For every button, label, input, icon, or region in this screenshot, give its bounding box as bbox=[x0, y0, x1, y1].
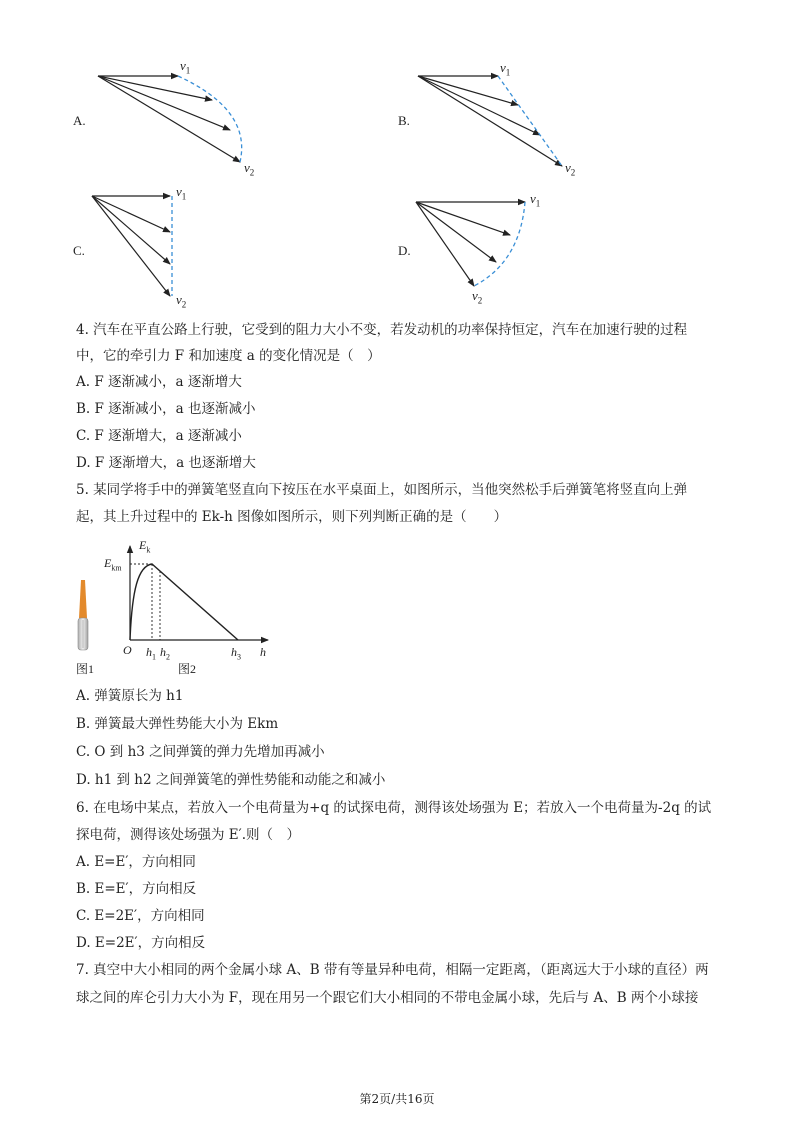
fig2-caption: 图2 bbox=[178, 662, 197, 676]
a-v2-label: $v_2$ bbox=[244, 160, 255, 178]
h3-label: $h_3$ bbox=[231, 645, 241, 662]
option-d-label: D. bbox=[398, 243, 411, 258]
x-axis-label: h bbox=[260, 645, 266, 659]
figure-option-a bbox=[98, 76, 242, 162]
q5-stem-line1: 5. 某同学将手中的弹簧笔竖直向下按压在水平桌面上，如图所示，当他突然松手后弹簧笔将竖直向上弹 bbox=[76, 482, 688, 498]
q6-stem-line1: 6. 在电场中某点，若放入一个电荷量为+q 的试探电荷，测得该处场强为 E；若放入一个电荷量为-2q 的试 bbox=[76, 800, 712, 816]
q5-option-b[interactable]: B. 弹簧最大弹性势能大小为 Ekm bbox=[76, 716, 279, 732]
q5-option-c[interactable]: C. O 到 h3 之间弹簧的弹力先增加再减小 bbox=[76, 744, 325, 760]
figure-option-c bbox=[92, 196, 172, 296]
q4-option-b[interactable]: B. F 逐渐减小，a 也逐渐减小 bbox=[76, 401, 256, 417]
figure-option-d bbox=[416, 202, 525, 286]
b-v1-label: $v_1$ bbox=[500, 60, 511, 78]
q6-stem-line2: 探电荷，测得该处场强为 E′.则（ ） bbox=[76, 827, 301, 843]
q4-option-a[interactable]: A. F 逐渐减小，a 逐渐增大 bbox=[76, 374, 242, 390]
origin-label: O bbox=[123, 643, 132, 657]
q6-option-b[interactable]: B. E=E′，方向相反 bbox=[76, 881, 197, 897]
q5-stem-line2: 起，其上升过程中的 Ek-h 图像如图所示，则下列判断正确的是（ ） bbox=[76, 509, 508, 525]
ek-h-graph bbox=[108, 540, 288, 660]
ekm-label: $E_{km}$ bbox=[104, 556, 122, 573]
page-number: 第2页/共16页 bbox=[359, 1092, 435, 1106]
c-v1-label: $v_1$ bbox=[176, 184, 187, 202]
q6-option-a[interactable]: A. E=E′，方向相同 bbox=[76, 854, 196, 870]
a-v1-label: $v_1$ bbox=[180, 58, 191, 76]
d-v2-label: $v_2$ bbox=[472, 288, 483, 306]
q4-option-d[interactable]: D. F 逐渐增大，a 也逐渐增大 bbox=[76, 455, 256, 471]
c-v2-label: $v_2$ bbox=[176, 292, 187, 310]
d-v1-label: $v_1$ bbox=[530, 191, 541, 209]
spring-pen-image bbox=[72, 578, 94, 654]
h2-label: $h_2$ bbox=[160, 645, 170, 662]
b-v2-label: $v_2$ bbox=[565, 160, 576, 178]
ek-curve bbox=[130, 564, 238, 640]
q5-option-a[interactable]: A. 弹簧原长为 h1 bbox=[76, 688, 184, 704]
option-c-label: C. bbox=[73, 243, 85, 258]
y-axis-label: $E_k$ bbox=[139, 538, 151, 555]
figure-option-b bbox=[418, 76, 562, 166]
option-b-label: B. bbox=[398, 113, 410, 128]
q7-stem-line1: 7. 真空中大小相同的两个金属小球 A、B 带有等量异种电荷，相隔一定距离，（距离远大于小球的直径）两 bbox=[76, 962, 709, 978]
q7-stem-line2: 球之间的库仑引力大小为 F，现在用另一个跟它们大小相同的不带电金属小球，先后与 A、B 两个小球接 bbox=[76, 990, 699, 1006]
h1-label: $h_1$ bbox=[146, 645, 156, 662]
q5-option-d[interactable]: D. h1 到 h2 之间弹簧笔的弹性势能和动能之和减小 bbox=[76, 772, 386, 788]
q6-option-c[interactable]: C. E=2E′，方向相同 bbox=[76, 908, 205, 924]
q4-stem-line1: 4. 汽车在平直公路上行驶，它受到的阻力大小不变，若发动机的功率保持恒定，汽车在加速行驶的过程 bbox=[76, 322, 688, 338]
q4-stem-line2: 中，它的牵引力 F 和加速度 a 的变化情况是（ ） bbox=[76, 348, 381, 364]
q6-option-d[interactable]: D. E=2E′，方向相反 bbox=[76, 935, 206, 951]
option-a-label: A. bbox=[73, 113, 86, 128]
fig1-caption: 图1 bbox=[76, 662, 95, 676]
q4-option-c[interactable]: C. F 逐渐增大，a 逐渐减小 bbox=[76, 428, 242, 444]
q3-figures bbox=[0, 50, 794, 360]
